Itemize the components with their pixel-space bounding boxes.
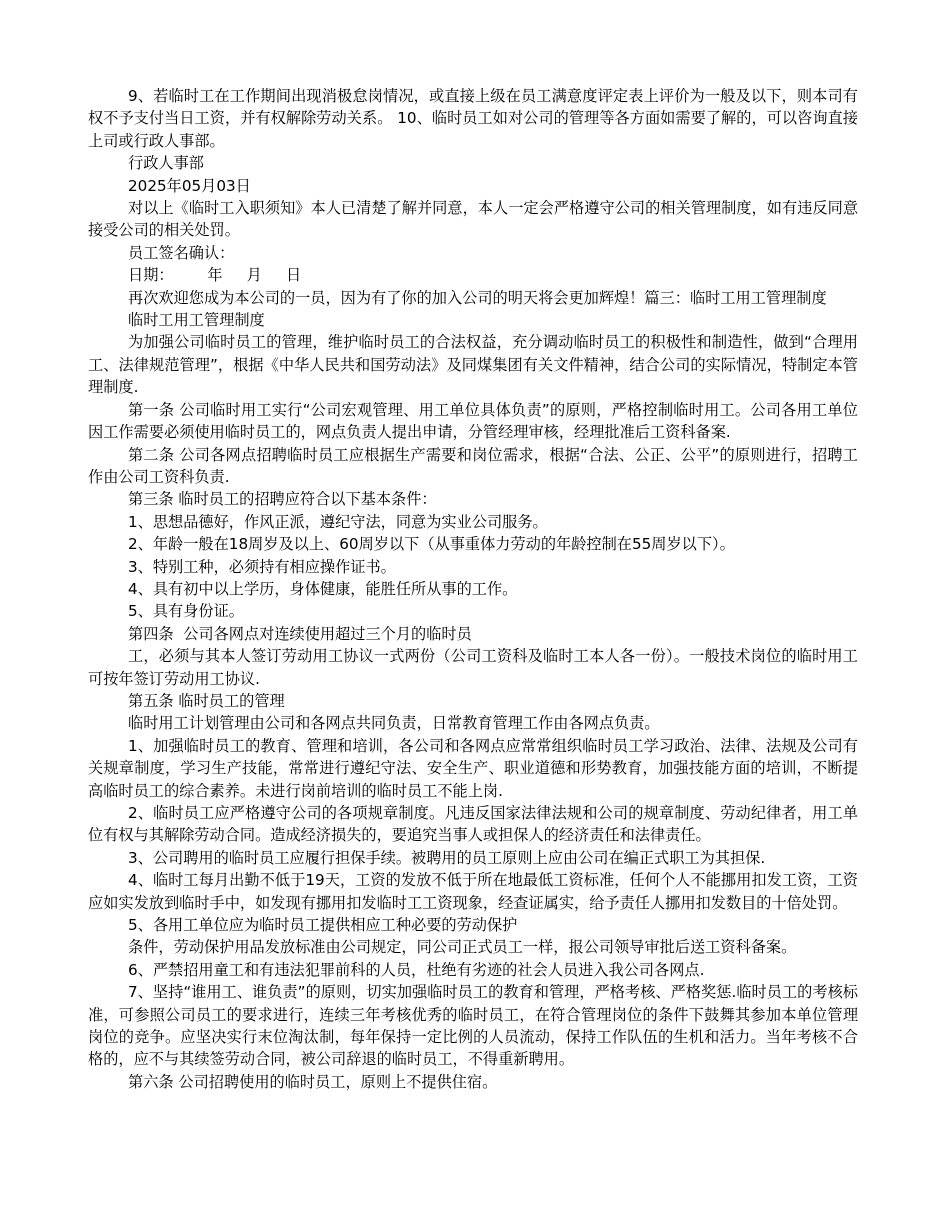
article-3-heading: 第三条 临时员工的招聘应符合以下基本条件： xyxy=(128,490,437,509)
management-item-1: 1、加强临时员工的教育、管理和培训，各公司和各网点应常常组织临时员工学习政治、法律、法规及公司有关规章制度，学习生产技能，常常进行遵纪守法、安全生产、职业道德和形势教育，加强技能方面的培训，不断提高临时员工的综合素养。未进行岗前培训的临时员工不能上岗. xyxy=(88,736,858,800)
intro-paragraph: 为加强公司临时员工的管理，维护临时员工的合法权益，充分调动临时员工的积极性和制造性，做到“合理用工、法律规范管理”，根据《中华人民共和国劳动法》及同煤集团有关文件精神，结合公司的实际情况，特制定本管理制度. xyxy=(88,333,858,397)
document-page xyxy=(88,85,858,1093)
article-2: 第二条 公司各网点招聘临时员工应根据生产需要和岗位需求，根据“合法、公正、公平”的原则进行，招聘工作由公司工资科负责. xyxy=(88,445,858,486)
management-item-5: 5、各用工单位应为临时员工提供相应工种必要的劳动保护 xyxy=(128,916,518,935)
paragraph-item-9-and-10: 9、若临时工在工作期间出现消极怠岗情况，或直接上级在员工满意度评定表上评价为一般及以下，则本司有权不予支付当日工资，并有权解除劳动关系。 10、临时员工如对公司的管理等各方面如需要了解的，可以咨询直接上司或行政人事部。 xyxy=(88,87,858,150)
management-item-6: 6、严禁招用童工和有违法犯罪前科的人员，杜绝有劣迹的社会人员进入我公司各网点. xyxy=(128,960,705,979)
management-item-5-continued: 条件，劳动保护用品发放标准由公司规定，同公司正式员工一样，报公司领导审批后送工资科备案。 xyxy=(128,938,797,957)
article-5-intro: 临时用工计划管理由公司和各网点共同负责，日常教育管理工作由各网点负责。 xyxy=(128,714,660,733)
condition-1: 1、思想品德好，作风正派，遵纪守法，同意为实业公司服务。 xyxy=(128,512,548,531)
condition-3: 3、特别工种，必须持有相应操作证书。 xyxy=(128,557,396,576)
document-date: 2025年05月03日 xyxy=(128,176,251,195)
management-item-2: 2、临时员工应严格遵守公司的各项规章制度。凡违反国家法律法规和公司的规章制度、劳动纪律者，用工单位有权与其解除劳动合同。造成经济损失的，要追究当事人或担保人的经济责任和法律责任。 xyxy=(88,804,858,845)
date-line: 日期： 年 月 日 xyxy=(128,266,302,285)
article-4-heading: 第四条 公司各网点对连续使用超过三个月的临时员 xyxy=(128,624,472,643)
management-item-4: 4、临时工每月出勤不低于19天，工资的发放不低于所在地最低工资标准，任何个人不能挪用扣发工资，工资应如实发放到临时手中，如发现有挪用扣发临时工工资现象，经查证属实，给予责任人挪用扣发数目的十倍处罚。 xyxy=(88,871,858,912)
article-1: 第一条 公司临时用工实行“公司宏观管理、用工单位具体负责”的原则，严格控制临时用工。公司各用工单位因工作需要必须使用临时员工的，网点负责人提出申请，分管经理审核，经理批准后工资科备案. xyxy=(88,400,858,442)
article-4-body: 工，必须与其本人签订劳动用工协议一式两份（公司工资科及临时工本人各一份）。一般技术岗位的临时用工可按年签订劳动用工协议. xyxy=(88,647,858,688)
condition-2: 2、年龄一般在18周岁及以上、60周岁以下（从事重体力劳动的年龄控制在55周岁以下）。 xyxy=(128,535,735,554)
acknowledgement-paragraph: 对以上《临时工入职须知》本人已清楚了解并同意，本人一定会严格遵守公司的相关管理制度，如有违反同意接受公司的相关处罚。 xyxy=(88,199,858,240)
department-signature: 行政人事部 xyxy=(128,154,204,173)
condition-5: 5、具有身份证。 xyxy=(128,602,244,621)
welcome-paragraph: 再次欢迎您成为本公司的一员，因为有了你的加入公司的明天将会更加辉煌！篇三：临时工用工管理制度 xyxy=(128,288,827,307)
section-title: 临时工用工管理制度 xyxy=(128,311,265,330)
management-item-3: 3、公司聘用的临时员工应履行担保手续。被聘用的员工原则上应由公司在编正式职工为其担保. xyxy=(128,848,766,867)
employee-signature-line: 员工签名确认： xyxy=(128,243,235,262)
article-5-heading: 第五条 临时员工的管理 xyxy=(128,691,285,710)
management-item-7: 7、坚持“谁用工、谁负责”的原则，切实加强临时员工的教育和管理，严格考核、严格奖惩.临时员工的考核标准，可参照公司员工的要求进行，连续三年考核优秀的临时员工，在符合管理岗位的条件下鼓舞其参加本单位管理岗位的竞争。应坚决实行末位淘汰制，每年保持一定比例的人员流动，保持工作队伍的生机和活力。当年考核不合格的，应不与其续签劳动合同，被公司辞退的临时员工，不得重新聘用。 xyxy=(88,983,858,1069)
condition-4: 4、具有初中以上学历，身体健康，能胜任所从事的工作。 xyxy=(128,579,518,598)
article-6: 第六条 公司招聘使用的临时员工，原则上不提供住宿。 xyxy=(128,1072,498,1091)
